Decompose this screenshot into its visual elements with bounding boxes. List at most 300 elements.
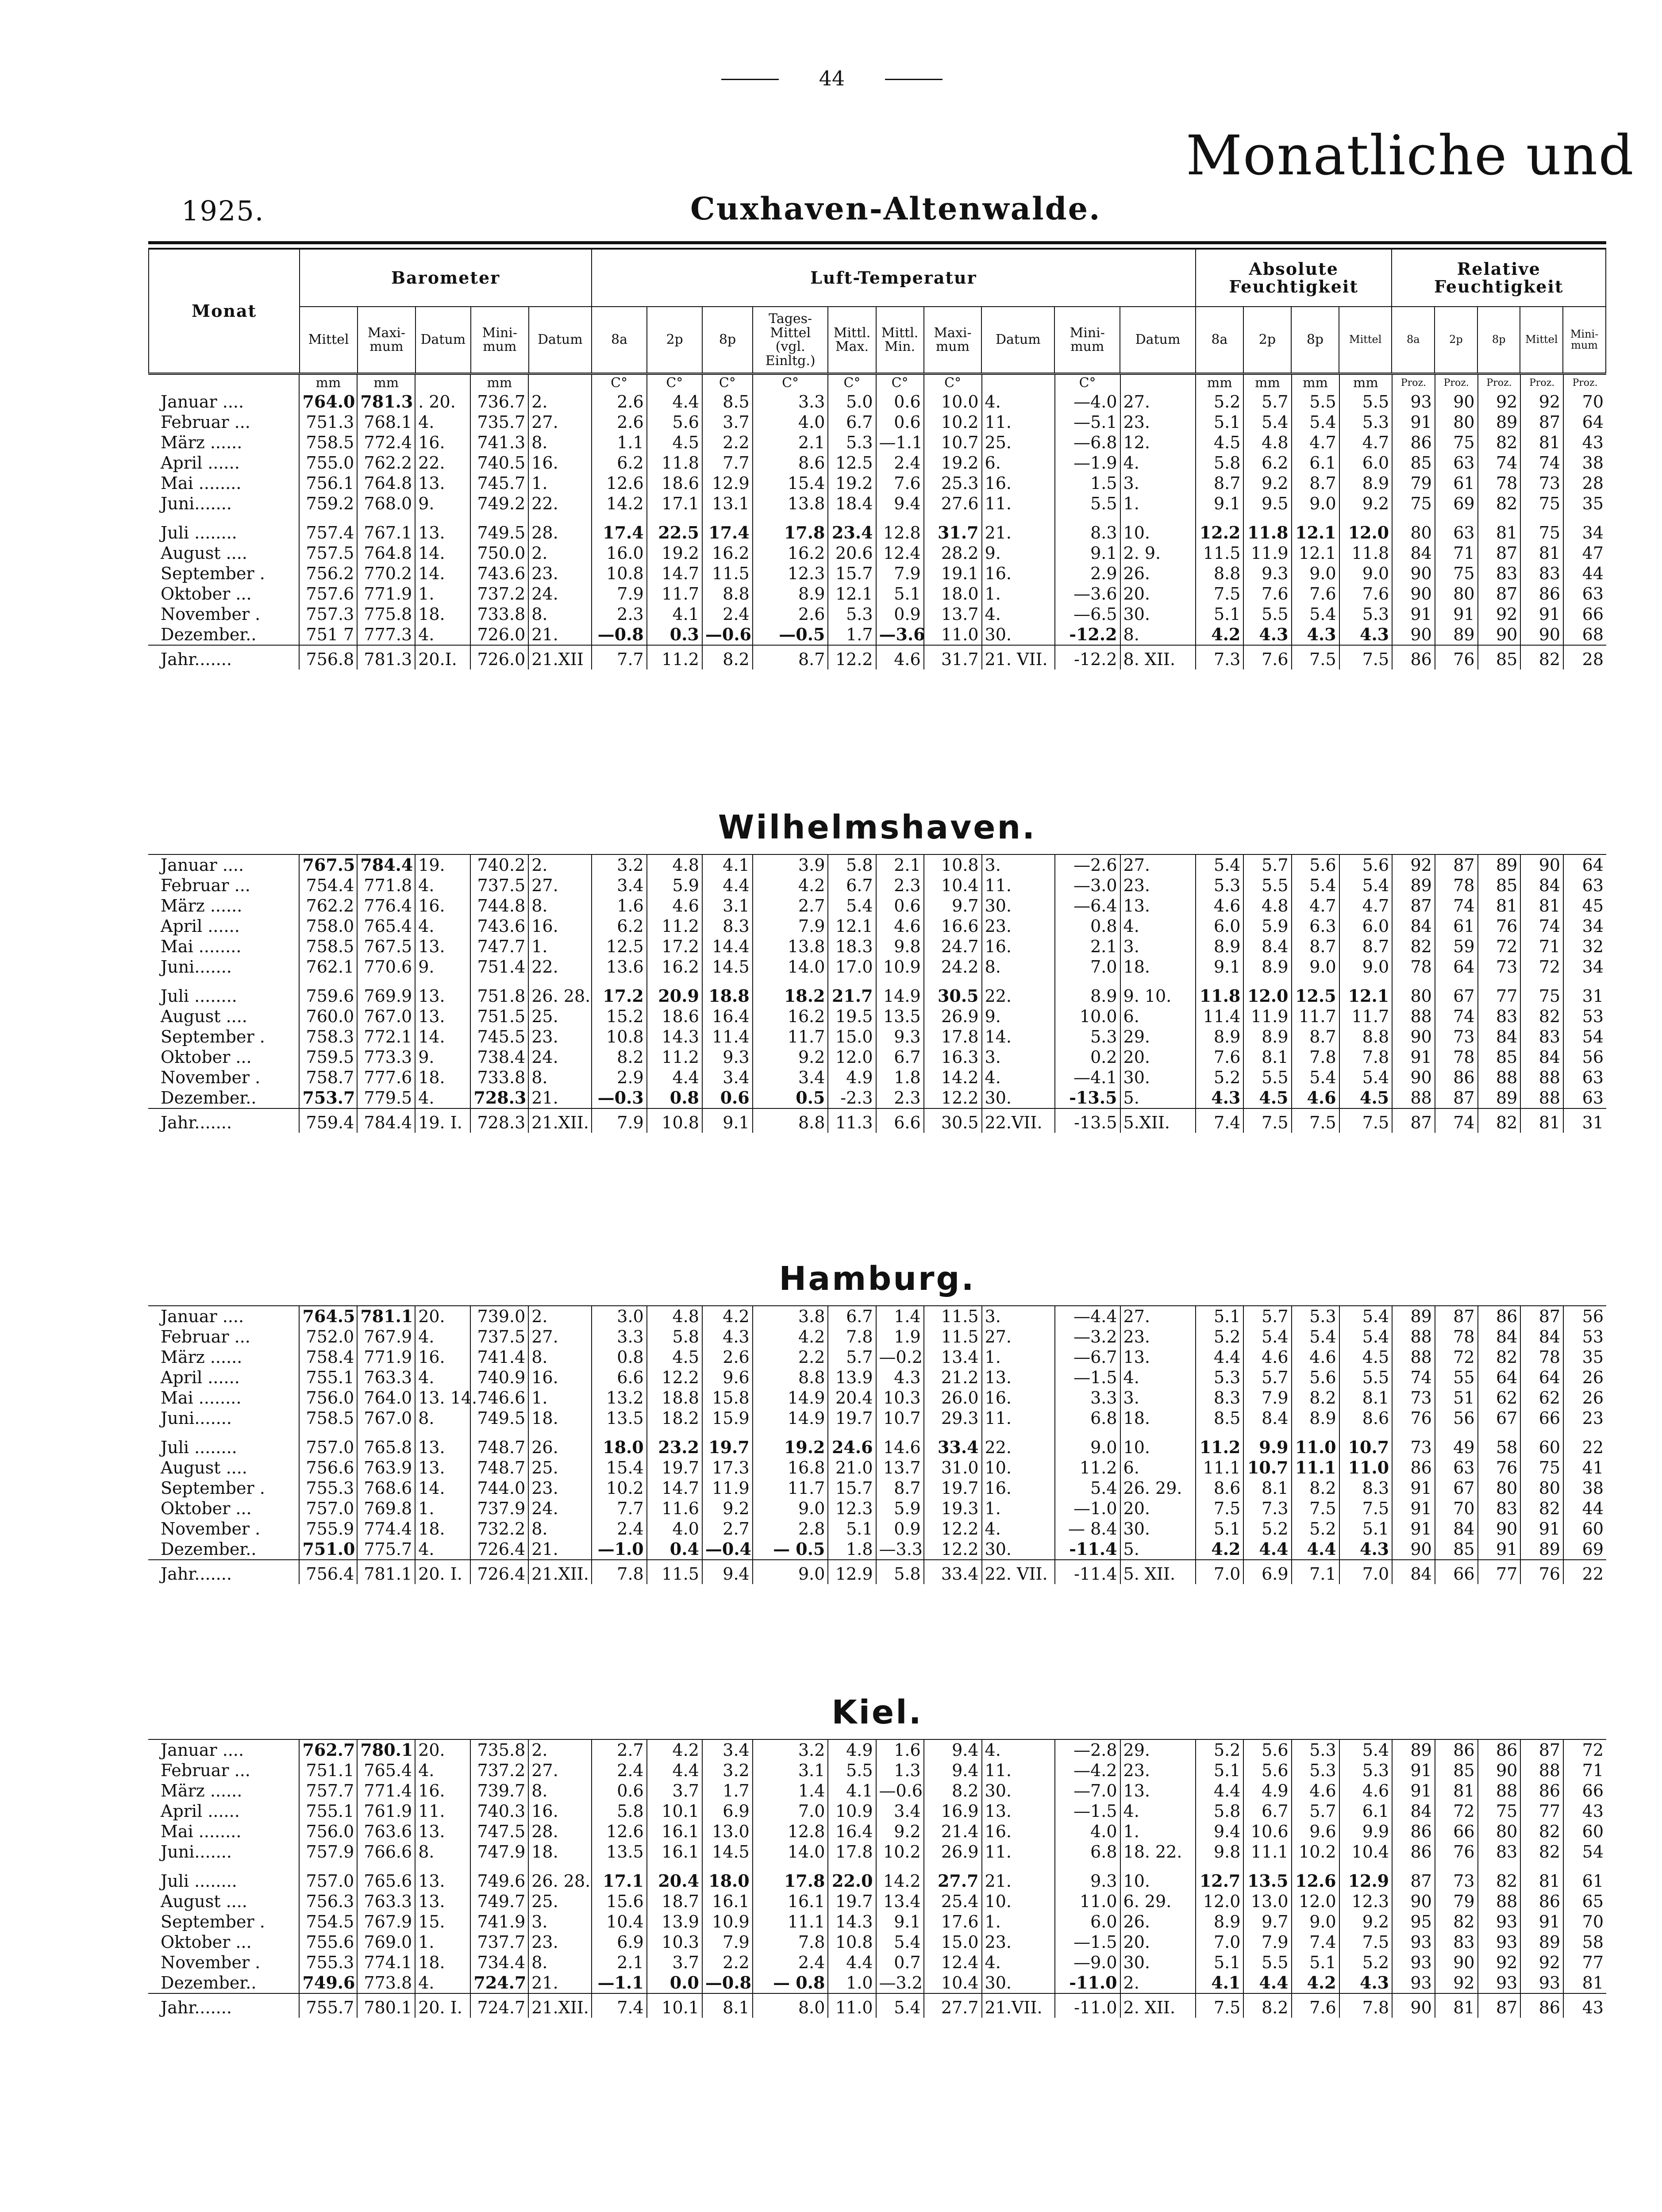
data-cell: 15.9 [702,1408,753,1428]
data-cell: 5.6 [1339,854,1393,875]
data-cell: 83 [1478,563,1521,584]
data-cell: —6.5 [1055,604,1120,624]
data-cell: 91 [1392,1519,1435,1539]
data-cell: 64 [1563,854,1606,875]
data-cell: 8. [528,1781,591,1801]
data-cell: 8.9 [1196,1027,1243,1047]
table-row [148,412,1606,432]
data-cell: 19. I. [415,1108,470,1133]
data-cell: 12.4 [924,1952,982,1973]
data-cell: 10.6 [1243,1821,1291,1842]
data-cell: 24.6 [828,1428,876,1458]
data-cell: 88 [1392,1347,1435,1367]
data-cell: 68 [1563,624,1606,645]
data-cell: 13. [415,977,470,1006]
data-cell: 74 [1520,453,1563,473]
data-cell: 75 [1520,493,1563,514]
data-cell: 770.6 [357,957,415,977]
data-cell: 7.0 [753,1801,828,1821]
table-row [148,563,1606,584]
header-col: Datum [529,307,592,373]
month-label: Januar .... [148,1739,299,1760]
data-cell: 755.1 [299,1801,357,1821]
data-cell: 1.9 [876,1327,924,1347]
data-cell: —1.0 [592,1539,647,1560]
data-cell: 14.2 [592,493,647,514]
table-row [148,453,1606,473]
data-cell: 9.1 [1055,543,1120,563]
data-cell: 23.2 [647,1428,702,1458]
month-label: Dezember.. [161,1973,257,1993]
data-cell: 63 [1435,453,1478,473]
data-cell: —0.8 [592,624,647,645]
data-cell: 0.3 [647,624,702,645]
data-cell: 86 [1392,432,1435,453]
data-cell: 14.0 [753,957,828,977]
data-cell: —0.8 [702,1973,753,1993]
month-label: Jahr....... [148,1560,299,1584]
data-cell: 3.4 [702,1739,753,1760]
data-cell: 776.4 [357,896,415,916]
data-cell: 0.5 [753,1088,828,1108]
data-cell: 10.8 [592,563,647,584]
data-cell: 9.3 [1055,1862,1120,1891]
data-cell: 18.4 [828,493,876,514]
data-cell: 5.4 [1339,1739,1393,1760]
table-row [148,584,1606,604]
data-cell: 737.7 [470,1932,528,1952]
data-cell: 7.5 [1339,1108,1393,1133]
data-cell: —3.2 [1055,1327,1120,1347]
data-cell: 16.2 [702,543,753,563]
data-cell: 14. [415,1027,470,1047]
data-cell: 7.5 [1292,1108,1339,1133]
data-cell: 768.6 [357,1478,415,1498]
data-cell: 56 [1563,1047,1606,1067]
table-row [148,1027,1606,1047]
data-cell: 25. [528,1891,591,1912]
data-cell: 14. [415,1478,470,1498]
data-cell: 10.3 [647,1932,702,1952]
data-cell: 4. [415,875,470,896]
data-cell: —9.0 [1055,1952,1120,1973]
data-cell: 74 [1478,453,1521,473]
data-cell: 3.7 [647,1952,702,1973]
data-cell: 5.2 [1243,1519,1291,1539]
data-cell: 4.9 [828,1067,876,1088]
data-cell: 16. [415,1781,470,1801]
data-cell: 90 [1520,624,1563,645]
data-cell: 54 [1563,1027,1606,1047]
data-cell: 30. [982,1088,1055,1108]
data-cell: 82 [1435,1912,1478,1932]
data-cell: 757.7 [299,1781,357,1801]
header-col: Maxi-mum [358,307,416,373]
data-cell: 5.3 [1196,1367,1243,1388]
data-cell: 756.6 [299,1458,357,1478]
data-cell: 7.3 [1243,1498,1291,1519]
data-cell: 80 [1520,1478,1563,1498]
data-cell: 740.5 [470,453,528,473]
data-cell: 5.1 [1339,1519,1393,1539]
data-cell: 13. [415,1821,470,1842]
data-cell: 9.1 [1196,493,1243,514]
data-cell: 6. [1120,1458,1196,1478]
data-cell: 64 [1435,957,1478,977]
data-cell: 15.7 [828,1478,876,1498]
data-cell: 38 [1563,1478,1606,1498]
data-cell: 6.2 [1243,453,1291,473]
data-cell: 30.5 [924,977,982,1006]
data-cell: 733.8 [470,604,528,624]
unit-label: mm [470,374,528,392]
data-cell: 11.9 [702,1478,753,1498]
data-cell: 87 [1435,854,1478,875]
table-row [148,1108,1606,1133]
data-cell: 784.4 [357,1108,415,1133]
data-cell: 745.7 [470,473,528,493]
data-cell: 91 [1520,604,1563,624]
data-cell: 5.4 [1292,1327,1339,1347]
data-cell: 81 [1435,1993,1478,2018]
data-cell: 74 [1435,896,1478,916]
data-cell: 16. [528,1801,591,1821]
data-cell: 8.8 [1196,563,1243,584]
data-cell: 11.0 [1055,1891,1120,1912]
data-cell: 88 [1392,1088,1435,1108]
data-cell: 73 [1478,957,1521,977]
data-cell: 4.5 [1339,1088,1393,1108]
station-data-table [148,1739,1606,2018]
data-cell: 25. [528,1006,591,1027]
data-cell: 781.1 [357,1560,415,1584]
data-cell: 7.6 [1292,1993,1339,2018]
data-cell: 775.7 [357,1539,415,1560]
data-cell: 43 [1563,1993,1606,2018]
data-cell: —0.3 [592,1088,647,1108]
data-cell: 5.1 [1196,1519,1243,1539]
data-cell: 5.7 [1243,854,1291,875]
data-cell: 755.0 [299,453,357,473]
data-cell: 3.8 [753,1306,828,1327]
data-cell: 10. [982,1458,1055,1478]
data-cell: 13. [415,936,470,957]
data-cell: 12.0 [1196,1891,1243,1912]
data-cell: 1.0 [828,1973,876,1993]
data-cell: 5.9 [647,875,702,896]
data-cell: 20.6 [828,543,876,563]
data-cell: 91 [1520,1912,1563,1932]
data-cell: 91 [1392,1478,1435,1498]
data-cell: 12.0 [828,1047,876,1067]
data-cell: 88 [1478,1067,1521,1088]
data-cell: 784.4 [357,854,415,875]
data-cell: 5.5 [1243,1952,1291,1973]
data-cell: 3.3 [1055,1388,1120,1408]
data-cell: 726.0 [470,624,528,645]
data-cell: 4.4 [647,1760,702,1781]
unit-label [1120,374,1196,392]
data-cell: 13. [415,1428,470,1458]
data-cell: 5.3 [1339,1760,1393,1781]
data-cell: 27. [1120,854,1196,875]
data-cell: 2.4 [592,1519,647,1539]
month-label: August .... [161,543,247,563]
data-cell: 63 [1563,1067,1606,1088]
data-cell: 8.3 [1196,1388,1243,1408]
data-cell: 16.2 [753,1006,828,1027]
header-col: 8a [1196,307,1243,373]
header-monat: Monat [149,249,300,373]
data-cell: 7.9 [753,916,828,936]
data-cell: 22.0 [828,1862,876,1891]
data-cell: 14.3 [828,1912,876,1932]
data-cell: 7.9 [1243,1932,1291,1952]
data-cell: 5.9 [876,1498,924,1519]
data-cell: 4.1 [647,604,702,624]
data-cell: 16. [982,473,1055,493]
data-cell: 5.2 [1292,1519,1339,1539]
data-cell: 13. [415,1862,470,1891]
data-cell: 86 [1520,1891,1563,1912]
data-cell: 771.4 [357,1781,415,1801]
data-cell: 62 [1520,1388,1563,1408]
data-cell: 5.4 [1292,875,1339,896]
data-cell: 755.3 [299,1952,357,1973]
data-cell: 12.2 [924,1539,982,1560]
data-cell: 93 [1478,1932,1521,1952]
unit-label: Proz. [1435,374,1478,392]
station-section [148,805,1606,1133]
data-cell: 63 [1435,514,1478,543]
data-cell: 3.1 [702,896,753,916]
data-cell: 20.I. [415,645,470,669]
station-title: Hamburg. [779,1260,976,1298]
data-cell: 2.2 [702,1952,753,1973]
header-col: Datum [1120,307,1196,373]
data-cell: 740.2 [470,854,528,875]
data-cell: 1.8 [828,1539,876,1560]
data-cell: 724.7 [470,1973,528,1993]
data-cell: 21. [528,624,591,645]
data-cell: 13.2 [592,1388,647,1408]
data-cell: 1.6 [592,896,647,916]
month-label: Juli ........ [161,1871,237,1891]
table-row [148,1478,1606,1498]
data-cell: 5.7 [1243,1367,1291,1388]
data-cell: 1.4 [876,1306,924,1327]
table-row [148,1891,1606,1912]
month-label: September . [161,1912,265,1931]
data-cell: 18.0 [924,584,982,604]
data-cell: 58 [1478,1428,1521,1458]
data-cell: 13.8 [753,493,828,514]
data-cell: 5.1 [1196,604,1243,624]
data-cell: 5.5 [1055,493,1120,514]
data-cell: 761.9 [357,1801,415,1821]
data-cell: 23. [1120,1760,1196,1781]
data-cell: 764.5 [299,1306,357,1327]
data-cell: 20.9 [647,977,702,1006]
data-cell: 738.4 [470,1047,528,1067]
data-cell: 92 [1520,392,1563,412]
data-cell: 2. [528,1306,591,1327]
data-cell: 3.4 [592,875,647,896]
data-cell: 754.5 [299,1912,357,1932]
data-cell: 75 [1478,1801,1521,1821]
data-cell: 21.4 [924,1821,982,1842]
data-cell: 23. [528,1932,591,1952]
data-cell: 11.7 [753,1478,828,1498]
data-cell: 771.9 [357,1347,415,1367]
data-cell: 19.1 [924,563,982,584]
data-cell: 8.2 [924,1781,982,1801]
data-cell: 66 [1435,1560,1478,1584]
data-cell: 15.8 [702,1388,753,1408]
data-cell: 771.8 [357,875,415,896]
month-label: November . [161,1519,261,1539]
data-cell: 61 [1435,473,1478,493]
data-cell: 13. [1120,896,1196,916]
data-cell: 28 [1563,473,1606,493]
data-cell: 13.6 [592,957,647,977]
header-col: Mittel [1339,307,1392,373]
data-cell: 769.0 [357,1932,415,1952]
data-cell: 20. [1120,1932,1196,1952]
data-cell: 19.7 [702,1428,753,1458]
data-cell: 71 [1435,543,1478,563]
data-cell: 754.4 [299,875,357,896]
data-cell: 11.0 [828,1993,876,2018]
data-cell: 2.7 [753,896,828,916]
data-cell: 5.4 [1292,1067,1339,1088]
data-cell: 757.3 [299,604,357,624]
data-cell: 751.8 [470,977,528,1006]
data-cell: —6.7 [1055,1347,1120,1367]
unit-label [982,374,1055,392]
data-cell: 11.2 [647,645,702,669]
data-cell: 7.9 [1243,1388,1291,1408]
data-cell: 9.0 [753,1498,828,1519]
data-cell: 11.7 [1339,1006,1393,1027]
data-cell: 6. 29. [1120,1891,1196,1912]
data-cell: 1.4 [753,1781,828,1801]
data-cell: 5.5 [828,1760,876,1781]
data-cell: 30. [1120,1067,1196,1088]
data-cell: 14.9 [876,977,924,1006]
data-cell: 4.8 [1243,432,1291,453]
data-cell: -12.2 [1055,624,1120,645]
data-cell: 61 [1563,1862,1606,1891]
data-cell: 0.0 [647,1973,702,1993]
data-cell: 20.4 [828,1388,876,1408]
data-cell: 749.5 [470,514,528,543]
data-cell: 767.1 [357,514,415,543]
data-cell: 89 [1392,1739,1435,1760]
data-cell: 18. [528,1408,591,1428]
table-row [148,392,1606,412]
data-cell: 3.4 [876,1801,924,1821]
data-cell: 1.7 [702,1781,753,1801]
data-cell: 1.3 [876,1760,924,1781]
data-cell: 43 [1563,1801,1606,1821]
data-cell: 12.7 [1196,1862,1243,1891]
data-cell: 12.1 [1292,514,1339,543]
data-cell: 69 [1435,493,1478,514]
data-cell: 728.3 [470,1108,528,1133]
data-cell: 9.4 [924,1760,982,1781]
month-label: Mai ........ [161,473,242,493]
data-cell: 757.6 [299,584,357,604]
data-cell: 8.3 [1339,1478,1393,1498]
data-cell: -12.2 [1055,645,1120,669]
data-cell: 86 [1435,1739,1478,1760]
data-cell: 8. XII. [1120,645,1196,669]
unit-label [528,374,591,392]
data-cell: 1. [415,584,470,604]
data-cell: 22. VII. [982,1560,1055,1584]
data-cell: 62 [1478,1388,1521,1408]
data-cell: 9.4 [702,1560,753,1584]
data-cell: —1.9 [1055,453,1120,473]
data-cell: 11.4 [1196,1006,1243,1027]
unit-label: C° [828,374,876,392]
data-cell: 21.2 [924,1367,982,1388]
data-cell: 2.1 [592,1952,647,1973]
station-section [148,374,1606,669]
data-cell: 11.0 [924,624,982,645]
data-cell: 91 [1435,604,1478,624]
data-cell: 91 [1392,1781,1435,1801]
data-cell: 4.5 [1339,1347,1393,1367]
data-cell: 77 [1478,977,1521,1006]
data-cell: 72 [1435,1801,1478,1821]
data-cell: 31.0 [924,1458,982,1478]
data-cell: 1. [528,1388,591,1408]
data-cell: 2.1 [1055,936,1120,957]
data-cell: 25. [528,1458,591,1478]
data-cell: 92 [1478,392,1521,412]
data-cell: 45 [1563,896,1606,916]
data-cell: 7.5 [1243,1108,1291,1133]
data-cell: 759.2 [299,493,357,514]
data-cell: 63 [1435,1458,1478,1478]
data-cell: 86 [1392,1842,1435,1862]
data-cell: 0.6 [702,1088,753,1108]
data-cell: 4.3 [1339,1973,1393,1993]
data-cell: 89 [1520,1539,1563,1560]
data-cell: 10.7 [924,432,982,453]
data-cell: 763.3 [357,1891,415,1912]
table-row [148,916,1606,936]
data-cell: 81 [1435,1781,1478,1801]
data-cell: 763.3 [357,1367,415,1388]
data-cell: 19.5 [828,1006,876,1027]
unit-label: mm [1243,374,1291,392]
data-cell: 56 [1435,1408,1478,1428]
data-cell: 27. [528,875,591,896]
data-cell: 9. [982,543,1055,563]
month-label: April ...... [161,916,240,936]
data-cell: 7.6 [1243,645,1291,669]
data-cell: 7.4 [592,1993,647,2018]
data-cell: 13.9 [647,1912,702,1932]
data-cell: 11.5 [924,1306,982,1327]
data-cell: 737.2 [470,584,528,604]
data-cell: 30. [982,1539,1055,1560]
header-col: Mini-mum [471,307,529,373]
data-cell: 72 [1520,957,1563,977]
